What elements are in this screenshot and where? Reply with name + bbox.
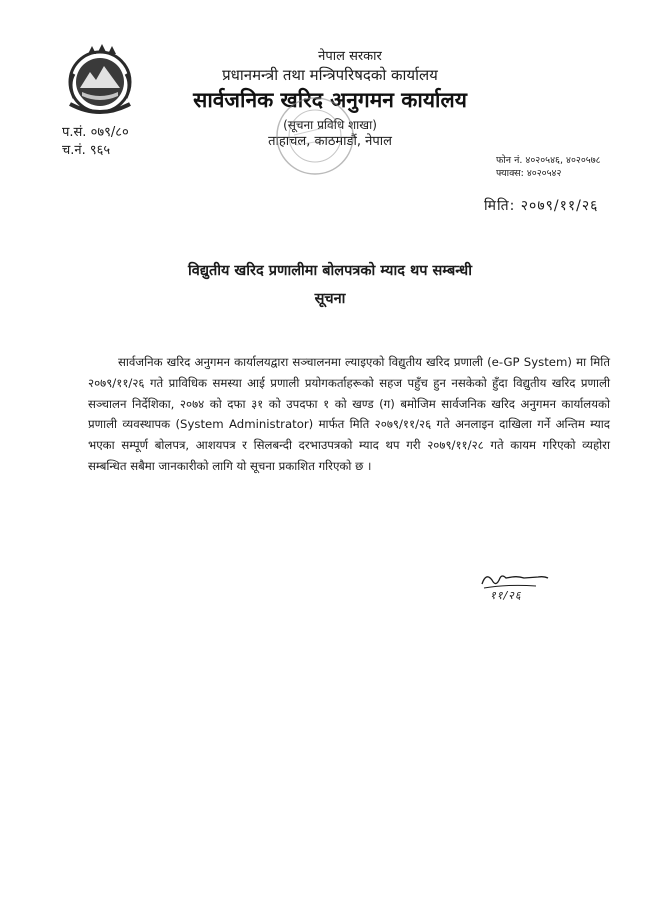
fax-number: फ्याक्स: ४०२०५४२ (496, 168, 562, 179)
notice-body: सार्वजनिक खरिद अनुगमन कार्यालयद्वारा सञ्चालनमा ल्याइएको विद्युतीय खरिद प्रणाली (e-GP System) मा मिति २०७९/११/२६ गते प्राविधिक समस्या आई प्रणाली प्रयोगकर्ताहरूको सहज पहुँच हुन नसकेको हुँदा विद्युतीय खरिद प्रणाली सञ्चालन निर्देशिका, २०७४ को दफा ३१ को उपदफा १ को खण्ड (ग) बमोजिम सार्वजनिक खरिद अनुगमन कार्यालयको प्रणाली व्यवस्थापक (System Administrator) मार्फत मिति २०७९/११/२६ गते अनलाइन दाखिला गर्ने अन्तिम म्याद भएका सम्पूर्ण बोलपत्र, आशयपत्र र सिलबन्दी दरभाउपत्रको म्याद थप गरी २०७९/११/२८ गते कायम गरिएको व्यहोरा सम्बन्धित सबैमा जानकारीको लागि यो सूचना प्रकाशित गरिएको छ । (88, 355, 610, 473)
subject-heading (100, 260, 560, 310)
dispatch-number: च.नं. ९६५ (62, 143, 111, 158)
reference-block (62, 124, 129, 160)
signature-date: ११/२६ (490, 589, 522, 602)
notice-date: मिति: २०७९/११/२६ (484, 198, 599, 214)
ministry-name: प्रधानमन्त्री तथा मन्त्रिपरिषदको कार्यालय (222, 66, 438, 84)
government-name: नेपाल सरकार (318, 49, 382, 64)
subject-line: विद्युतीय खरिद प्रणालीमा बोलपत्रको म्याद थप सम्बन्धी (188, 263, 472, 279)
reference-number: प.सं. ०७९/८० (62, 125, 129, 140)
office-stamp-icon (274, 95, 356, 177)
office-name: सार्वजनिक खरिद अनुगमन कार्यालय (193, 88, 467, 112)
phone-number: फोन नं. ४०२०५४६, ४०२०५७८ (496, 155, 601, 166)
section-name: (सूचना प्रविधि शाखा) (283, 118, 377, 132)
contact-block (496, 154, 601, 180)
notice-label: सूचना (314, 291, 346, 307)
nepal-emblem-icon (66, 44, 134, 116)
office-address: ताहाचल, काठमाडौं, नेपाल (268, 134, 392, 149)
